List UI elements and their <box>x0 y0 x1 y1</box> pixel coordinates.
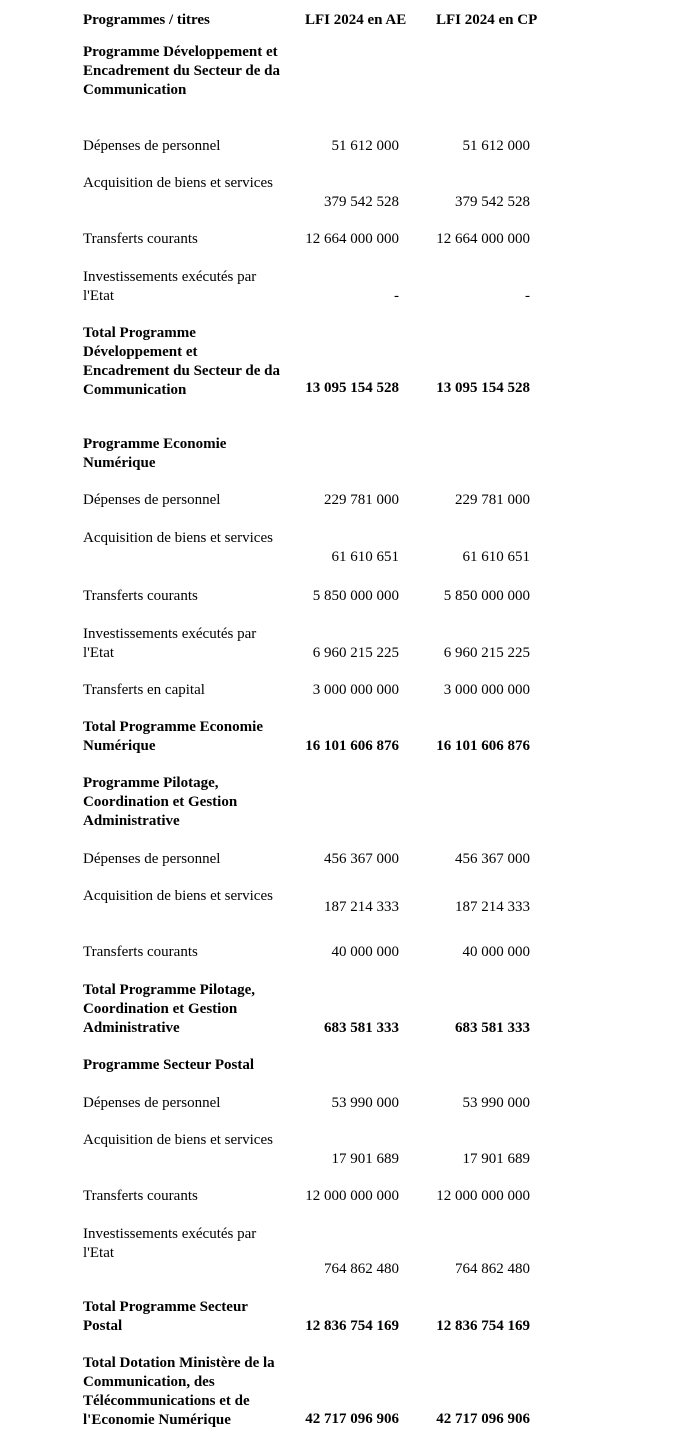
row-label: Transferts courants <box>83 231 198 247</box>
row-label: Acquisition de biens et services <box>83 175 273 191</box>
row-value-cp: 53 990 000 <box>462 1095 530 1111</box>
row-value-cp: - <box>525 288 530 304</box>
row-label: Programme Economie Numérique <box>83 436 227 471</box>
row-value-ae: 229 781 000 <box>324 492 399 508</box>
row-label-grand-total: Total Dotation Ministère de la Communication, des Télécommunications et de l'Economie Numérique <box>83 1355 275 1428</box>
row-value-ae: 3 000 000 000 <box>312 682 399 698</box>
row-label-total: Total Programme Economie Numérique <box>83 719 263 754</box>
row-value-cp: 61 610 651 <box>462 549 530 565</box>
row-value-cp: 40 000 000 <box>462 944 530 960</box>
row-value-cp: 456 367 000 <box>455 851 530 867</box>
row-label-total: Total Programme Secteur Postal <box>83 1299 248 1334</box>
row-label: Transferts courants <box>83 1188 198 1204</box>
row-label-total: Total Programme Pilotage, Coordination et Gestion Administrative <box>83 982 256 1036</box>
row-label: Investissements exécutés par l'Etat <box>83 1226 257 1261</box>
row-label-total: Total Programme Développement et Encadrement du Secteur de da Communication <box>83 325 280 398</box>
row-value-cp: 17 901 689 <box>462 1151 530 1167</box>
row-value-ae-total: 13 095 154 528 <box>305 380 399 396</box>
row-value-ae: 53 990 000 <box>331 1095 399 1111</box>
row-value-cp: 12 664 000 000 <box>436 231 530 247</box>
row-value-cp: 51 612 000 <box>462 138 530 154</box>
row-value-ae-total: 12 836 754 169 <box>305 1318 399 1334</box>
row-label: Dépenses de personnel <box>83 851 221 867</box>
row-value-ae: 17 901 689 <box>331 1151 399 1167</box>
row-value-cp: 12 000 000 000 <box>436 1188 530 1204</box>
row-value-cp: 187 214 333 <box>455 899 530 915</box>
header-lfi-ae: LFI 2024 en AE <box>305 12 407 28</box>
row-value-ae: 764 862 480 <box>324 1261 399 1277</box>
row-value-ae: 61 610 651 <box>331 549 399 565</box>
row-value-ae: 379 542 528 <box>324 194 399 210</box>
row-label: Dépenses de personnel <box>83 138 221 154</box>
row-value-cp: 3 000 000 000 <box>443 682 530 698</box>
row-value-ae: 12 000 000 000 <box>305 1188 399 1204</box>
row-value-cp: 6 960 215 225 <box>443 645 530 661</box>
row-value-ae: 51 612 000 <box>331 138 399 154</box>
row-value-cp-total: 683 581 333 <box>455 1020 530 1036</box>
header-lfi-cp: LFI 2024 en CP <box>436 12 538 28</box>
row-label: Acquisition de biens et services <box>83 888 273 904</box>
row-label: Dépenses de personnel <box>83 492 221 508</box>
row-value-ae: 5 850 000 000 <box>312 588 399 604</box>
row-value-ae-total: 16 101 606 876 <box>305 738 399 754</box>
header-programmes-titres: Programmes / titres <box>83 12 210 28</box>
row-label: Programme Développement et Encadrement du Secteur de da Communication <box>83 44 280 98</box>
row-value-ae: 456 367 000 <box>324 851 399 867</box>
row-value-cp-grand-total: 42 717 096 906 <box>436 1411 530 1427</box>
row-value-cp: 379 542 528 <box>455 194 530 210</box>
row-label: Transferts en capital <box>83 682 205 698</box>
row-label: Investissements exécutés par l'Etat <box>83 626 257 661</box>
row-value-ae: 40 000 000 <box>331 944 399 960</box>
row-label: Dépenses de personnel <box>83 1095 221 1111</box>
row-label: Acquisition de biens et services <box>83 1132 273 1148</box>
row-label: Programme Secteur Postal <box>83 1057 255 1073</box>
row-value-cp-total: 12 836 754 169 <box>436 1318 530 1334</box>
row-value-ae: 12 664 000 000 <box>305 231 399 247</box>
row-label: Acquisition de biens et services <box>83 530 273 546</box>
row-value-cp: 229 781 000 <box>455 492 530 508</box>
row-value-ae-grand-total: 42 717 096 906 <box>305 1411 399 1427</box>
row-value-ae-total: 683 581 333 <box>324 1020 399 1036</box>
row-value-ae: 6 960 215 225 <box>312 645 399 661</box>
row-label: Investissements exécutés par l'Etat <box>83 269 257 304</box>
row-label: Programme Pilotage, Coordination et Gestion Administrative <box>83 775 238 829</box>
row-value-cp: 5 850 000 000 <box>443 588 530 604</box>
row-value-cp: 764 862 480 <box>455 1261 530 1277</box>
row-value-ae: 187 214 333 <box>324 899 399 915</box>
row-label: Transferts courants <box>83 944 198 960</box>
row-value-cp-total: 16 101 606 876 <box>436 738 530 754</box>
row-label: Transferts courants <box>83 588 198 604</box>
row-value-ae: - <box>394 288 399 304</box>
row-value-cp-total: 13 095 154 528 <box>436 380 530 396</box>
